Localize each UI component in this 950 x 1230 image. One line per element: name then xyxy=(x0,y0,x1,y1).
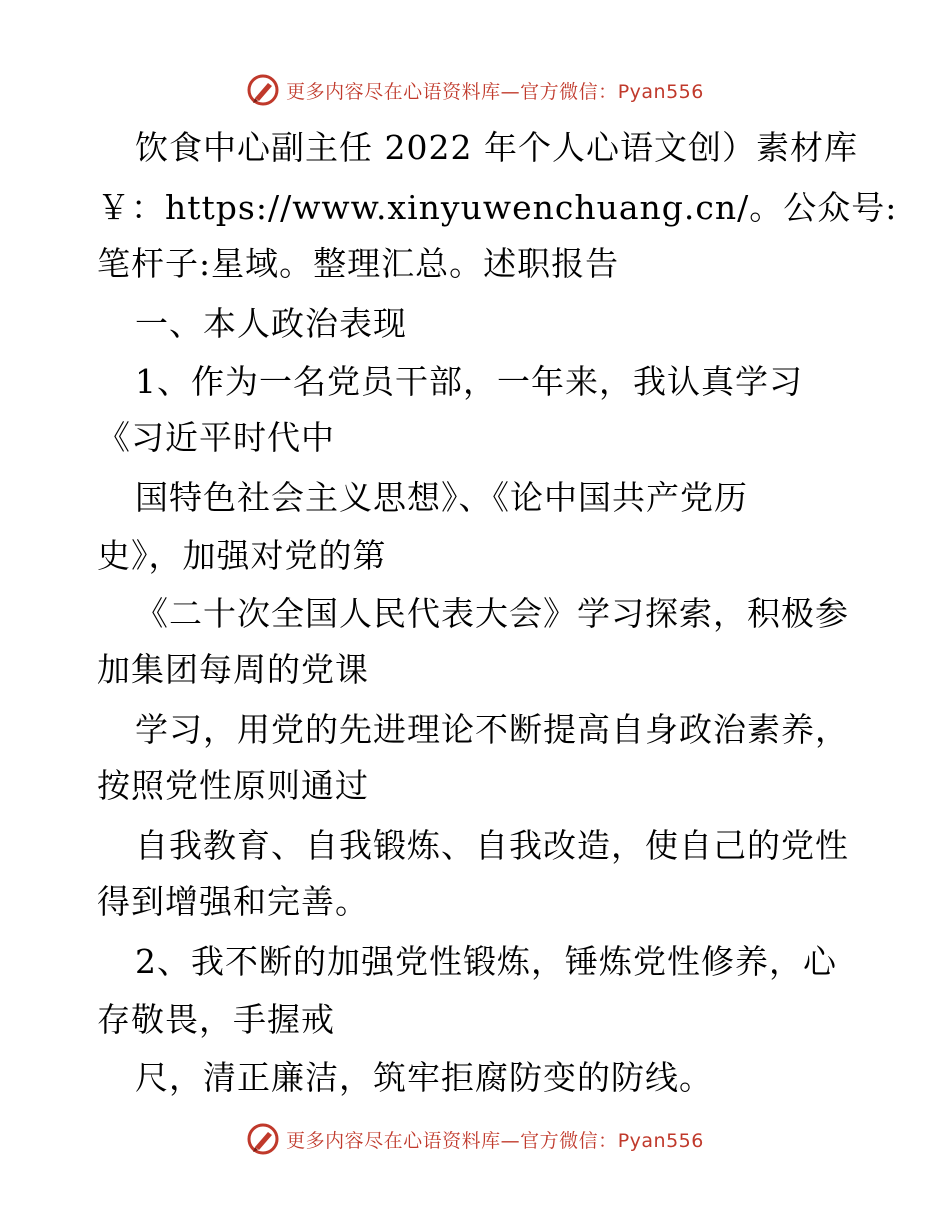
text-line: 加集团每周的党课 xyxy=(97,650,369,689)
text-line: 1、作为一名党员干部，一年来，我认真学习 xyxy=(135,362,803,401)
text-line: 按照党性原则通过 xyxy=(97,766,369,805)
watermark-text: 更多内容尽在心语资料库—官方微信：Pyan556 xyxy=(286,80,704,103)
text-line: 《二十次全国人民代表大会》学习探索，积极参 xyxy=(135,594,849,633)
footer-watermark xyxy=(0,1121,950,1157)
text-line: 尺，清正廉洁，筑牢拒腐防变的防线。 xyxy=(135,1058,713,1097)
watermark-text: 更多内容尽在心语资料库—官方微信：Pyan556 xyxy=(286,1129,704,1152)
text-line: 存敬畏，手握戒 xyxy=(97,1000,335,1039)
header-watermark xyxy=(0,72,950,108)
pen-logo-icon xyxy=(246,73,280,107)
text-line: 学习，用党的先进理论不断提高自身政治素养， xyxy=(135,710,849,749)
text-line: 自我教育、自我锻炼、自我改造，使自己的党性 xyxy=(135,826,849,865)
text-line: 《习近平时代中 xyxy=(97,418,335,457)
pen-logo-icon xyxy=(246,1122,280,1156)
text-line: 得到增强和完善。 xyxy=(97,882,369,921)
text-line: 国特色社会主义思想》、《论中国共产党历 xyxy=(135,478,748,517)
text-line: 饮食中心副主任 2022 年个人心语文创）素材库 xyxy=(135,128,858,167)
text-line: 2、我不断的加强党性锻炼，锤炼党性修养，心 xyxy=(135,942,837,981)
section-heading: 一、本人政治表现 xyxy=(135,304,407,343)
text-line: 史》，加强对党的第 xyxy=(97,536,387,575)
text-line: 笔杆子:星域。整理汇总。述职报告 xyxy=(97,244,620,283)
text-line: ￥：https://www.xinyuwenchuang.cn/。公众号: xyxy=(97,188,898,227)
